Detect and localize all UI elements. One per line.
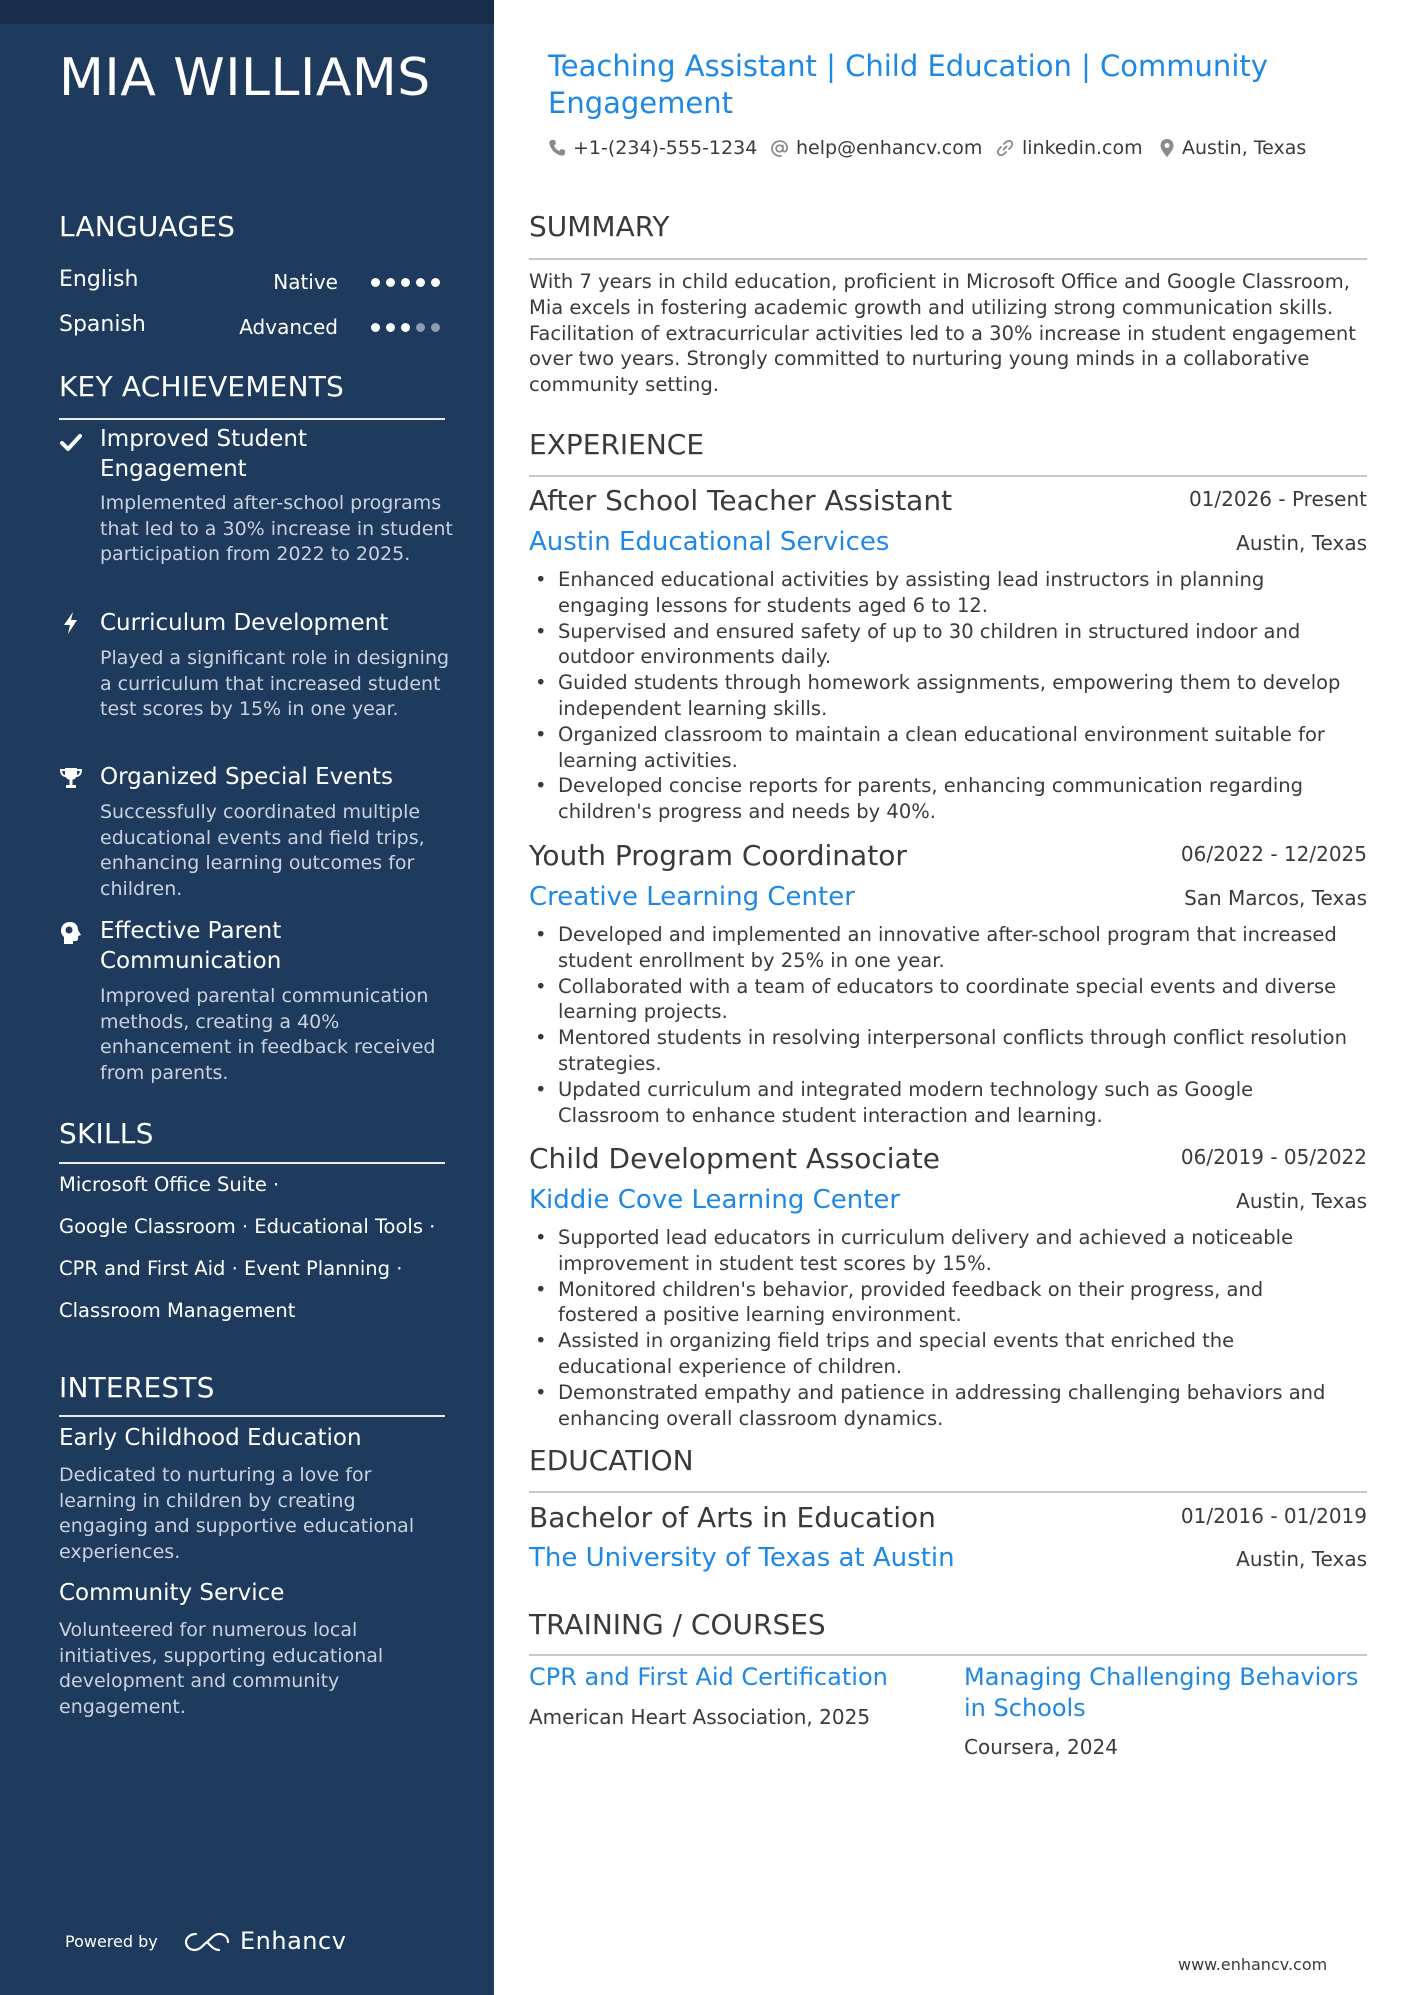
education-date: 01/2016 - 01/2019 <box>1180 1504 1367 1528</box>
achievement-title: Effective Parent Communication <box>100 918 282 974</box>
achievement-title: Curriculum Development <box>100 610 389 636</box>
bullet-item: • Developed and implemented an innovative after-school program that increased student enrollment by 25% in one year. <box>529 922 1349 974</box>
job-location: San Marcos, Texas <box>1184 886 1367 910</box>
link-icon <box>995 138 1015 158</box>
powered-by-label: Powered by <box>65 1932 158 1951</box>
phone-icon <box>548 139 566 157</box>
achievements-divider <box>59 418 445 420</box>
course-provider: Coursera, 2024 <box>964 1735 1118 1759</box>
bullet-item: • Organized classroom to maintain a clean educational environment suitable for learning activities. <box>529 722 1349 774</box>
proficiency-dot <box>431 278 440 287</box>
bullet-item: • Mentored students in resolving interpersonal conflicts through conflict resolution strategies. <box>529 1025 1349 1077</box>
proficiency-dot <box>371 278 380 287</box>
linkedin-text: linkedin.com <box>1022 137 1143 159</box>
language-proficiency-dots <box>371 278 440 287</box>
proficiency-dot <box>416 323 425 332</box>
bullet-item: • Supported lead educators in curriculum delivery and achieved a noticeable improvement in student test scores by 15%. <box>529 1225 1349 1277</box>
location-pin-icon <box>1159 138 1175 158</box>
job-date: 06/2022 - 12/2025 <box>1180 842 1367 866</box>
skills-line: Classroom Management <box>59 1299 296 1322</box>
sidebar-top-strip <box>0 0 494 24</box>
proficiency-dot <box>401 278 410 287</box>
contact-linkedin[interactable] <box>995 137 1143 159</box>
company-name[interactable]: Austin Educational Services <box>529 527 890 557</box>
bullet-item: • Supervised and ensured safety of up to 30 children in structured indoor and outdoor environments daily. <box>529 619 1349 671</box>
summary-heading: SUMMARY <box>529 210 670 243</box>
location-text: Austin, Texas <box>1182 137 1307 159</box>
job-location: Austin, Texas <box>1236 531 1367 555</box>
job-title: Child Development Associate <box>529 1142 940 1175</box>
contact-phone[interactable] <box>548 137 757 159</box>
summary-divider <box>529 258 1367 260</box>
company-name[interactable]: Kiddie Cove Learning Center <box>529 1185 901 1215</box>
course-provider: American Heart Association, 2025 <box>529 1705 871 1729</box>
email-text: help@enhancv.com <box>796 137 983 159</box>
skills-line: Google Classroom · Educational Tools · <box>59 1215 436 1238</box>
course-title: CPR and First Aid Certification <box>529 1663 888 1691</box>
proficiency-dot <box>386 278 395 287</box>
education-location: Austin, Texas <box>1236 1547 1367 1571</box>
website-link[interactable]: www.enhancv.com <box>1178 1955 1328 1974</box>
trophy-icon <box>58 765 84 791</box>
achievement-desc: Successfully coordinated multiple educational events and field trips, enhancing learning outcomes for children. <box>100 801 425 900</box>
bullet-item: • Assisted in organizing field trips and special events that enriched the educational experience of children. <box>529 1328 1349 1380</box>
language-proficiency-dots <box>371 323 440 332</box>
language-name: English <box>59 267 139 292</box>
experience-heading: EXPERIENCE <box>529 428 705 461</box>
bullet-item: • Updated curriculum and integrated modern technology such as Google Classroom to enhance student interaction and learning. <box>529 1077 1349 1129</box>
skills-divider <box>59 1162 445 1164</box>
achievement-desc: Improved parental communication methods, creating a 40% enhancement in feedback received from parents. <box>100 985 436 1084</box>
interests-heading: INTERESTS <box>59 1371 215 1404</box>
bullet-item: • Enhanced educational activities by assisting lead instructors in planning engaging lessons for students aged 6 to 12. <box>529 567 1349 619</box>
contact-location <box>1159 137 1306 159</box>
skills-heading: SKILLS <box>59 1117 154 1150</box>
enhancv-logo-icon <box>184 1930 230 1958</box>
proficiency-dot <box>416 278 425 287</box>
proficiency-dot <box>401 323 410 332</box>
candidate-name: MIA WILLIAMS <box>59 48 431 108</box>
language-level: Native <box>273 270 338 294</box>
job-location: Austin, Texas <box>1236 1189 1367 1213</box>
bullet-item: • Developed concise reports for parents, enhancing communication regarding children's progress and needs by 40%. <box>529 773 1349 825</box>
interest-title: Community Service <box>59 1580 285 1606</box>
head-brain-icon <box>58 920 84 946</box>
degree: Bachelor of Arts in Education <box>529 1501 936 1534</box>
headline: Teaching Assistant | Child Education | Community Engagement <box>548 49 1268 120</box>
bullet-item: • Demonstrated empathy and patience in addressing challenging behaviors and enhancing overall classroom dynamics. <box>529 1380 1349 1432</box>
skills-line: CPR and First Aid · Event Planning · <box>59 1257 403 1280</box>
interest-desc: Volunteered for numerous local initiatives, supporting educational development and community engagement. <box>59 1619 384 1718</box>
achievement-desc: Implemented after-school programs that led to a 30% increase in student participation from 2022 to 2025. <box>100 492 453 565</box>
proficiency-dot <box>371 323 380 332</box>
lightning-icon <box>58 610 84 636</box>
proficiency-dot <box>431 323 440 332</box>
phone-text: +1-(234)-555-1234 <box>573 137 758 159</box>
course-title: Managing Challenging Behaviors in Schools <box>964 1663 1359 1722</box>
contact-email[interactable] <box>770 137 982 159</box>
bullet-item: • Guided students through homework assignments, empowering them to develop independent learning skills. <box>529 670 1349 722</box>
proficiency-dot <box>386 323 395 332</box>
interests-divider <box>59 1415 445 1417</box>
interest-desc: Dedicated to nurturing a love for learning in children by creating engaging and supportive educational experiences. <box>59 1464 415 1563</box>
achievement-desc: Played a significant role in designing a curriculum that increased student test scores by 15% in one year. <box>100 647 450 720</box>
bullet-item: • Collaborated with a team of educators to coordinate special events and diverse learning projects. <box>529 974 1349 1026</box>
job-bullets <box>529 922 1349 1128</box>
achievement-title: Improved Student Engagement <box>100 426 308 482</box>
job-bullets <box>529 1225 1349 1431</box>
training-heading: TRAINING / COURSES <box>529 1608 826 1641</box>
skills-line: Microsoft Office Suite · <box>59 1173 280 1196</box>
job-title: After School Teacher Assistant <box>529 484 953 517</box>
at-icon <box>770 139 789 158</box>
languages-heading: LANGUAGES <box>59 210 236 243</box>
achievement-title: Organized Special Events <box>100 764 394 790</box>
enhancv-brand: Enhancv <box>240 1927 347 1955</box>
education-divider <box>529 1491 1367 1493</box>
school-name[interactable]: The University of Texas at Austin <box>529 1543 955 1573</box>
job-date: 06/2019 - 05/2022 <box>1180 1145 1367 1169</box>
job-date: 01/2026 - Present <box>1188 487 1367 511</box>
education-heading: EDUCATION <box>529 1444 694 1477</box>
language-level: Advanced <box>239 315 338 339</box>
job-title: Youth Program Coordinator <box>529 839 907 872</box>
summary-text: With 7 years in child education, proficient in Microsoft Office and Google Classroom, Mia excels in fostering academic growth and utilizing strong communication skills. Facilitation of extracurricular activities led to a 30% increase in student engagement over two years. Strongly committed to nurturing young minds in a collaborative community setting. <box>529 270 1356 397</box>
bullet-item: • Monitored children's behavior, provided feedback on their progress, and fostered a positive learning environment. <box>529 1277 1349 1329</box>
job-bullets <box>529 567 1349 825</box>
check-icon <box>58 430 84 456</box>
interest-title: Early Childhood Education <box>59 1425 362 1451</box>
company-name[interactable]: Creative Learning Center <box>529 882 855 912</box>
training-divider <box>529 1654 1367 1656</box>
language-name: Spanish <box>59 312 146 337</box>
achievements-heading: KEY ACHIEVEMENTS <box>59 370 344 403</box>
experience-divider <box>529 475 1367 477</box>
